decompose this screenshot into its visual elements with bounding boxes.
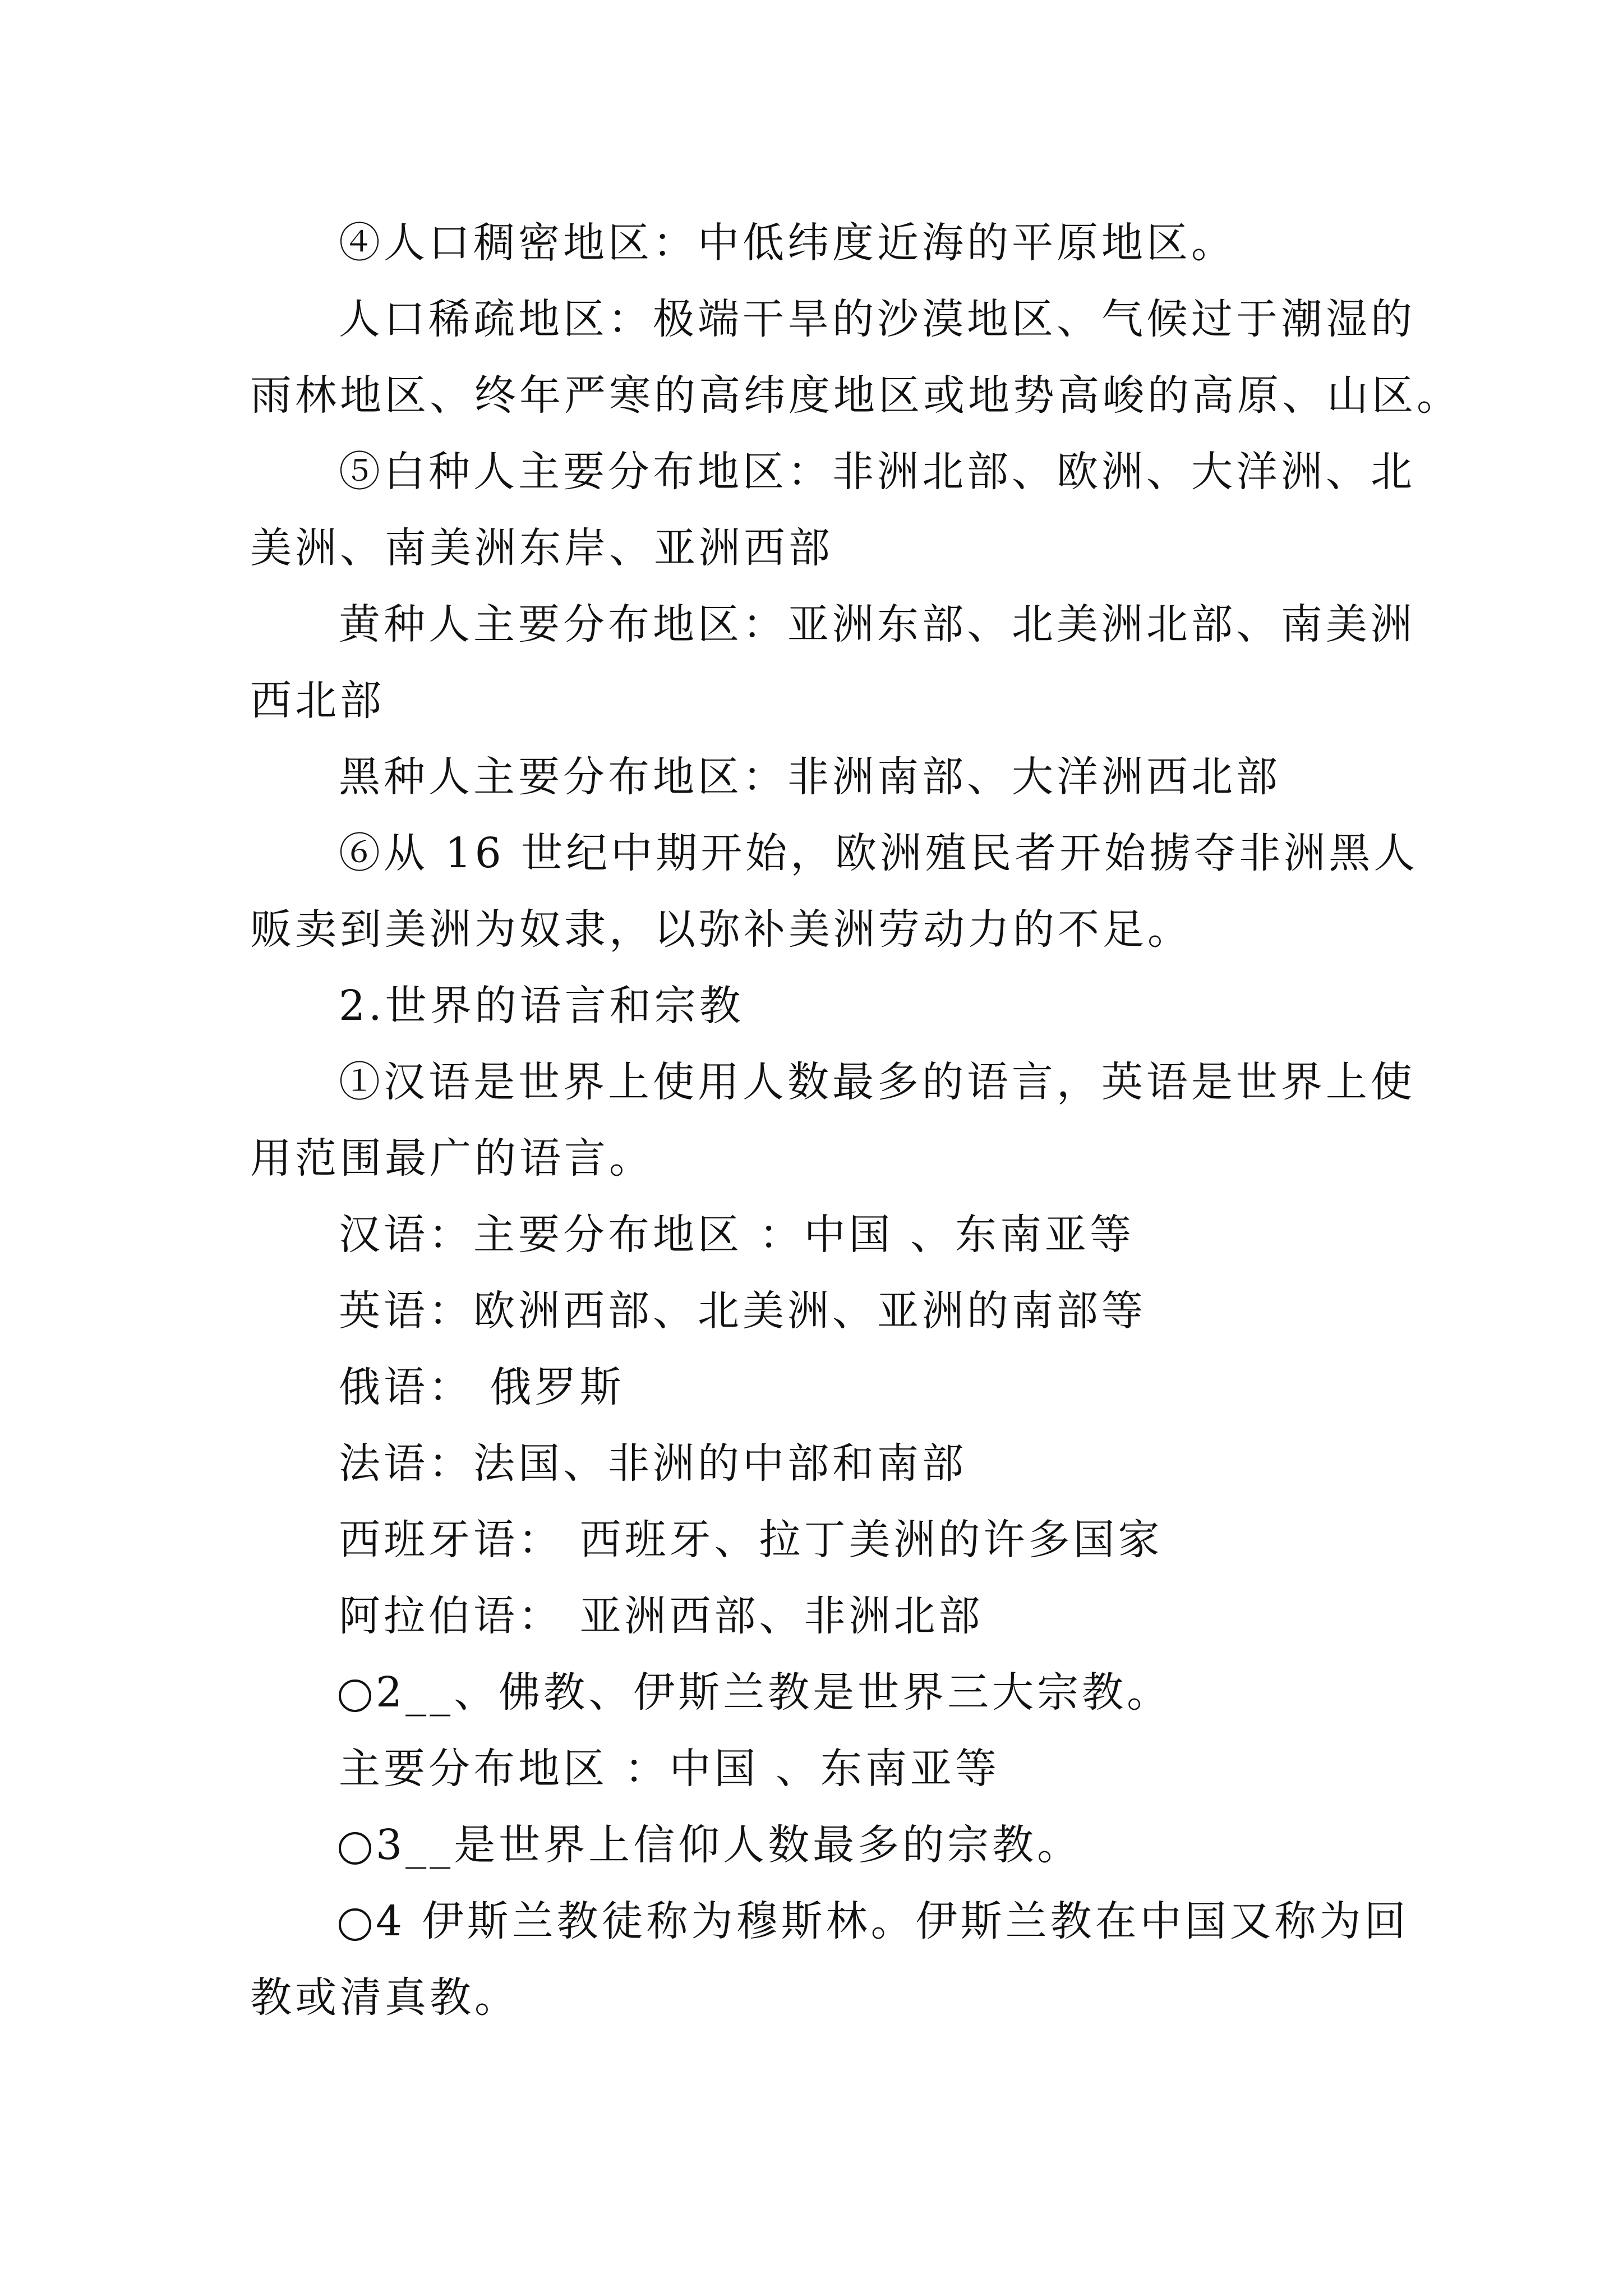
paragraph-line — [250, 1959, 1389, 2036]
line-text: 2.世界的语言和宗教 — [339, 982, 744, 1030]
line-text: 主要分布地区 ：中国 、东南亚等 — [339, 1745, 1000, 1793]
paragraph-line — [250, 357, 1461, 434]
circle-icon — [339, 1908, 371, 1941]
paragraph-line — [250, 1731, 1389, 1807]
paragraph-line — [250, 662, 1389, 739]
paragraph-line — [250, 1197, 1389, 1273]
paragraph-line — [250, 1273, 1389, 1349]
line-text: ⑥从 16 世纪中期开始，欧洲殖民者开始掳夺非洲黑人 — [339, 829, 1419, 877]
line-text: 人口稀疏地区：极端干旱的沙漠地区、气候过于潮湿的 — [339, 295, 1415, 343]
paragraph-line — [250, 1044, 1415, 1120]
paragraph-line — [250, 1425, 1389, 1502]
paragraph-line — [250, 1502, 1389, 1578]
line-text: 俄语： 俄罗斯 — [339, 1363, 625, 1411]
paragraph-line — [250, 586, 1415, 662]
line-text: 西班牙语： 西班牙、拉丁美洲的许多国家 — [339, 1516, 1163, 1564]
document-page — [250, 205, 1461, 2036]
line-text: ④人口稠密地区：中低纬度近海的平原地区。 — [339, 219, 1236, 267]
line-text: 阿拉伯语： 亚洲西部、非洲北部 — [339, 1592, 984, 1640]
section-heading — [250, 968, 1389, 1044]
line-text: 西北部 — [250, 677, 385, 725]
line-text: 法语：法国、非洲的中部和南部 — [339, 1439, 967, 1488]
line-text: 英语：欧洲西部、北美洲、亚洲的南部等 — [339, 1287, 1146, 1335]
line-text: 黑种人主要分布地区：非洲南部、大洋洲西北部 — [339, 753, 1281, 801]
paragraph-line — [250, 434, 1415, 510]
paragraph-line — [250, 815, 1419, 891]
paragraph-line — [250, 1578, 1389, 1654]
paragraph-line — [250, 1654, 1389, 1731]
circle-icon — [339, 1680, 371, 1712]
paragraph-line — [250, 510, 1389, 586]
paragraph-line — [250, 739, 1389, 815]
line-text: 教或清真教。 — [250, 1973, 519, 2022]
line-text: ①汉语是世界上使用人数最多的语言，英语是世界上使 — [339, 1058, 1415, 1106]
line-text: 汉语：主要分布地区 ：中国 、东南亚等 — [339, 1211, 1135, 1259]
paragraph-line — [250, 1883, 1409, 1959]
paragraph-line — [250, 281, 1415, 357]
line-text: 2__、佛教、伊斯兰教是世界三大宗教。 — [376, 1668, 1172, 1717]
circle-icon — [339, 1832, 371, 1865]
line-text: 雨林地区、终年严寒的高纬度地区或地势高峻的高原、山区。 — [250, 371, 1461, 420]
line-text: 4 伊斯兰教徒称为穆斯林。伊斯兰教在中国又称为回 — [376, 1897, 1409, 1945]
line-text: 3__是世界上信仰人数最多的宗教。 — [376, 1821, 1082, 1869]
line-text: ⑤白种人主要分布地区：非洲北部、欧洲、大洋洲、北 — [339, 448, 1415, 496]
paragraph-line — [250, 1807, 1389, 1883]
line-text: 用范围最广的语言。 — [250, 1134, 654, 1182]
paragraph-line — [250, 1349, 1389, 1425]
line-text: 黄种人主要分布地区：亚洲东部、北美洲北部、南美洲 — [339, 600, 1415, 648]
paragraph-line — [250, 891, 1389, 968]
paragraph-line — [250, 205, 1389, 281]
line-text: 贩卖到美洲为奴隶，以弥补美洲劳动力的不足。 — [250, 905, 1192, 954]
paragraph-line — [250, 1120, 1389, 1197]
line-text: 美洲、南美洲东岸、亚洲西部 — [250, 524, 833, 572]
